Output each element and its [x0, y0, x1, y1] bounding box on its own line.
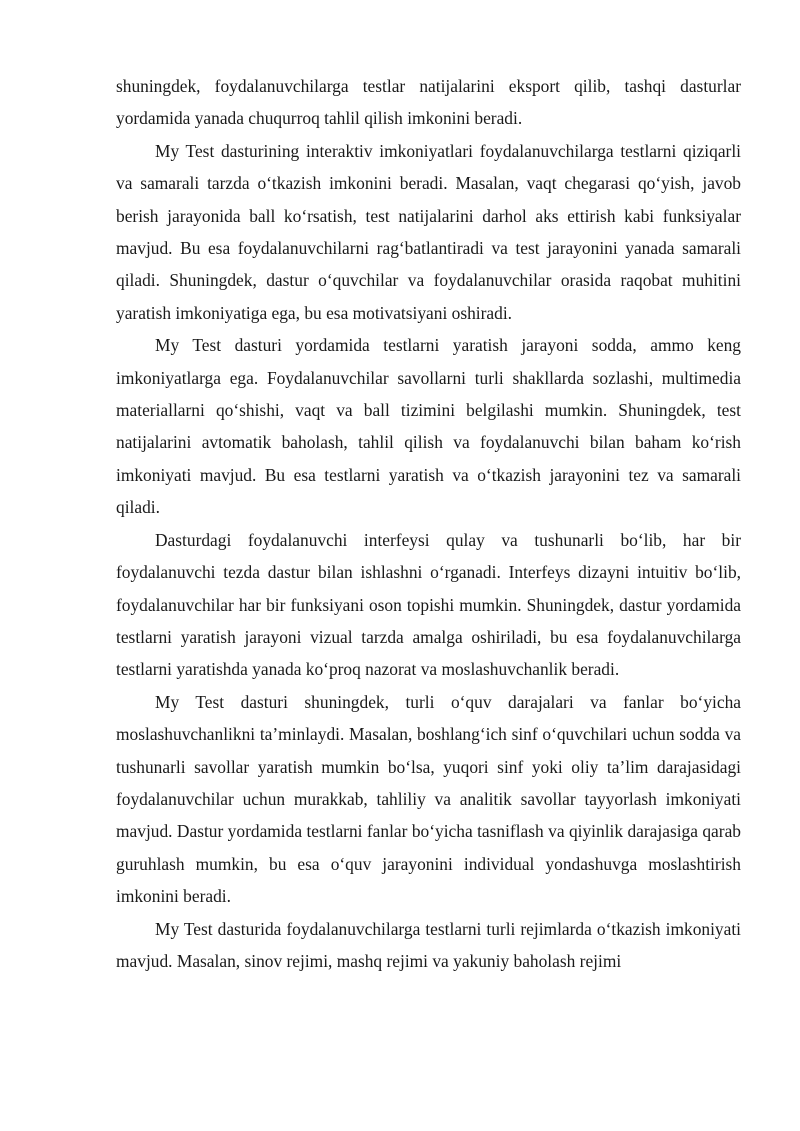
paragraph: My Test dasturida foydalanuvchilarga testlarni turli rejimlarda o‘tkazish imkoniyati mavjud. Masalan, sinov rejimi, mashq rejimi va yakuniy baholash rejimi	[116, 918, 741, 971]
paragraph: My Test dasturi yordamida testlarni yaratish jarayoni sodda, ammo keng imkoniyatlarga ega. Foydalanuvchilar savollarni turli shakllarda sozlashi, multimedia materiallarni qo‘shishi, vaqt va ball tizimini belgilashi mumkin. Shuningdek, test natijalarini avtomatik baholash, tahlil qilish va foydalanuvchi bilan baham ko‘rish imkoniyati mavjud. Bu esa testlarni yaratish va o‘tkazish jarayonini tez va samarali qiladi.	[116, 335, 741, 518]
paragraph-continuation: shuningdek, foydalanuvchilarga testlar natijalarini eksport qilib, tashqi dasturlar yordamida yanada chuqurroq tahlil qilish imkonini beradi.	[116, 76, 741, 129]
paragraph: Dasturdagi foydalanuvchi interfeysi qulay va tushunarli bo‘lib, har bir foydalanuvchi tezda dastur bilan ishlashni o‘rganadi. Interfeys dizayni intuitiv bo‘lib, foydalanuvchilar har bir funksiyani oson topishi mumkin. Shuningdek, dastur yordamida testlarni yaratish jarayoni vizual tarzda amalga oshiriladi, bu esa foydalanuvchilarga testlarni yaratishda yanada ko‘proq nazorat va moslashuvchanlik beradi.	[116, 529, 741, 680]
document-body	[116, 70, 741, 977]
paragraph: My Test dasturi shuningdek, turli o‘quv darajalari va fanlar bo‘yicha moslashuvchanlikni ta’minlaydi. Masalan, boshlang‘ich sinf o‘quvchilari uchun sodda va tushunarli savollar yaratish mumkin bo‘lsa, yuqori sinf yoki oliy ta’lim darajasidagi foydalanuvchilar uchun murakkab, tahliliy va analitik savollar tayyorlash imkoniyati mavjud. Dastur yordamida testlarni fanlar bo‘yicha tasniflash va qiyinlik darajasiga qarab guruhlash mumkin, bu esa o‘quv jarayonini individual yondashuvga moslashtirish imkonini beradi.	[116, 691, 741, 907]
paragraph: My Test dasturining interaktiv imkoniyatlari foydalanuvchilarga testlarni qiziqarli va samarali tarzda o‘tkazish imkonini beradi. Masalan, vaqt chegarasi qo‘yish, javob berish jarayonida ball ko‘rsatish, test natijalarini darhol aks ettirish kabi funksiyalar mavjud. Bu esa foydalanuvchilarni rag‘batlantiradi va test jarayonini yanada samarali qiladi. Shuningdek, dastur o‘quvchilar va foydalanuvchilar orasida raqobat muhitini yaratish imkoniyatiga ega, bu esa motivatsiyani oshiradi.	[116, 140, 741, 323]
